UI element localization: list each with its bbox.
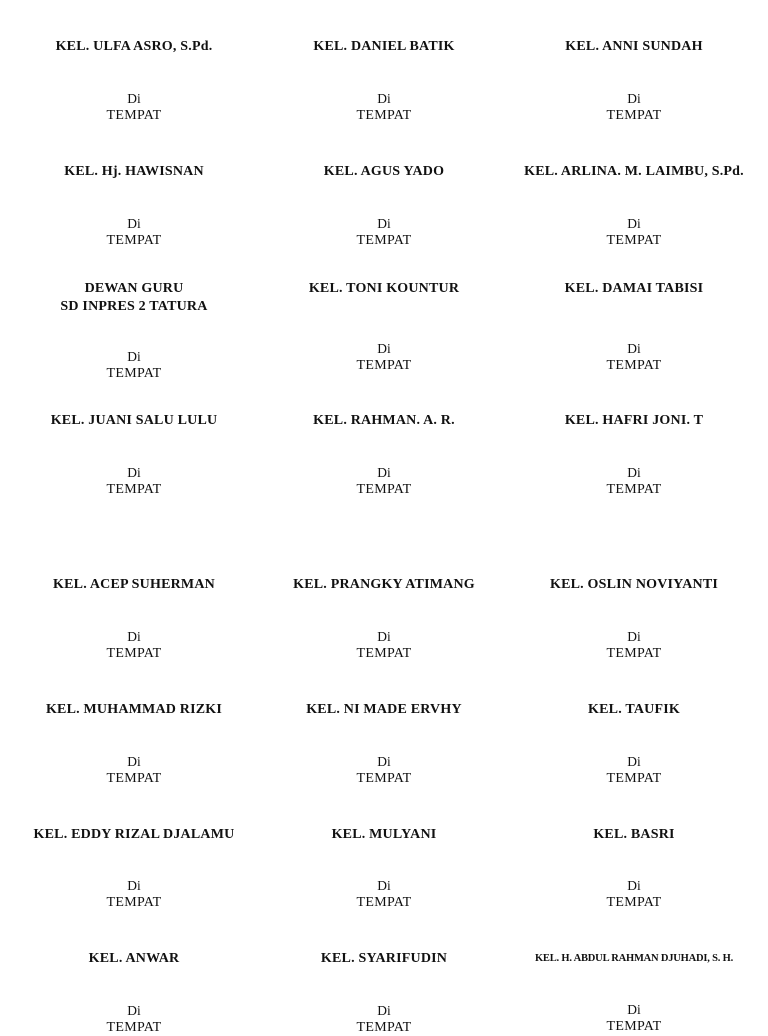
recipient-name-line: KEL. MUHAMMAD RIZKI: [45, 702, 223, 717]
recipient-name-line: KEL. DAMAI TABISI: [564, 281, 704, 296]
label-r7-c3: [509, 826, 759, 844]
address-di: Di: [127, 349, 141, 364]
address-tempat: TEMPAT: [356, 482, 412, 497]
address-block: [259, 464, 509, 498]
address-block: [9, 348, 259, 382]
address-tempat: TEMPAT: [106, 646, 162, 661]
recipient-name: [259, 826, 509, 844]
address-block: [9, 753, 259, 787]
address-di: Di: [627, 878, 641, 893]
recipient-name-line: KEL. JUANI SALU LULU: [50, 413, 218, 428]
address-tempat: TEMPAT: [606, 482, 662, 497]
address-tempat: TEMPAT: [606, 771, 662, 786]
address-tempat: TEMPAT: [106, 771, 162, 786]
recipient-name: [509, 950, 759, 968]
address-block: [509, 340, 759, 374]
address-di: Di: [127, 754, 141, 769]
label-r7-c2: [259, 826, 509, 844]
address-block: [259, 753, 509, 787]
recipient-name: [9, 38, 259, 56]
recipient-name-line: KEL. SYARIFUDIN: [320, 951, 448, 966]
recipient-name-line: KEL. TAUFIK: [588, 702, 680, 717]
address-tempat: TEMPAT: [606, 646, 662, 661]
label-r4-c3: [509, 412, 759, 430]
label-r4-c1: [9, 412, 259, 430]
address-tempat: TEMPAT: [106, 482, 162, 497]
address-di: Di: [627, 341, 641, 356]
recipient-name: [509, 826, 759, 844]
recipient-name: [509, 38, 759, 56]
address-tempat: TEMPAT: [606, 108, 662, 123]
label-r6-c3: [509, 701, 759, 719]
address-block: [509, 90, 759, 124]
address-di: Di: [377, 1003, 391, 1018]
address-block: [259, 215, 509, 249]
address-di: Di: [127, 465, 141, 480]
recipient-name-line: KEL. AGUS YADO: [323, 164, 445, 179]
recipient-name-line: KEL. ULFA ASRO, S.Pd.: [55, 39, 213, 54]
recipient-name-line: KEL. HAFRI JONI. T: [564, 413, 704, 428]
recipient-name-line: KEL. RAHMAN. A. R.: [313, 413, 455, 428]
label-r3-c3: [509, 280, 759, 298]
address-di: Di: [627, 1002, 641, 1017]
address-tempat: TEMPAT: [356, 646, 412, 661]
address-block: [509, 1001, 759, 1035]
address-block: [509, 628, 759, 662]
address-di: Di: [627, 91, 641, 106]
recipient-name-line: KEL. ANWAR: [88, 951, 180, 966]
recipient-name: [9, 701, 259, 719]
address-tempat: TEMPAT: [106, 233, 162, 248]
label-r8-c3: [509, 950, 759, 968]
recipient-name-line: KEL. OSLIN NOVIYANTI: [549, 577, 719, 592]
address-block: [509, 215, 759, 249]
address-di: Di: [377, 465, 391, 480]
address-tempat: TEMPAT: [106, 108, 162, 123]
address-di: Di: [377, 341, 391, 356]
address-tempat: TEMPAT: [606, 1019, 662, 1034]
label-r2-c1: [9, 163, 259, 181]
address-tempat: TEMPAT: [106, 895, 162, 910]
recipient-name-line: KEL. EDDY RIZAL DJALAMU: [33, 827, 235, 842]
address-tempat: TEMPAT: [606, 358, 662, 373]
address-block: [9, 1002, 259, 1036]
address-block: [509, 753, 759, 787]
label-r4-c2: [259, 412, 509, 430]
recipient-name-line: KEL. DANIEL BATIK: [313, 39, 455, 54]
address-block: [9, 215, 259, 249]
address-block: [9, 877, 259, 911]
recipient-name-line: KEL. BASRI: [593, 827, 675, 842]
recipient-name: [9, 576, 259, 594]
address-tempat: TEMPAT: [606, 233, 662, 248]
recipient-name: [509, 412, 759, 430]
label-r6-c2: [259, 701, 509, 719]
recipient-name: [259, 280, 509, 298]
label-r2-c2: [259, 163, 509, 181]
recipient-name: [509, 701, 759, 719]
address-block: [509, 464, 759, 498]
label-r5-c1: [9, 576, 259, 594]
address-tempat: TEMPAT: [356, 1020, 412, 1035]
address-di: Di: [127, 1003, 141, 1018]
address-di: Di: [627, 216, 641, 231]
recipient-name: [9, 826, 259, 844]
recipient-name: [259, 701, 509, 719]
address-di: Di: [377, 878, 391, 893]
recipient-name: [9, 280, 259, 316]
address-di: Di: [127, 91, 141, 106]
address-block: [259, 628, 509, 662]
address-block: [259, 90, 509, 124]
address-di: Di: [127, 629, 141, 644]
address-block: [9, 628, 259, 662]
address-block: [259, 877, 509, 911]
recipient-name-line: KEL. H. ABDUL RAHMAN DJUHADI, S. H.: [534, 953, 734, 964]
address-block: [509, 877, 759, 911]
recipient-name: [9, 950, 259, 968]
address-di: Di: [377, 91, 391, 106]
recipient-name: [509, 576, 759, 594]
label-r5-c2: [259, 576, 509, 594]
address-di: Di: [627, 465, 641, 480]
label-r8-c2: [259, 950, 509, 968]
address-di: Di: [377, 216, 391, 231]
recipient-name-line: KEL. TONI KOUNTUR: [308, 281, 460, 296]
address-di: Di: [377, 754, 391, 769]
label-r2-c3: [509, 163, 759, 181]
address-di: Di: [127, 878, 141, 893]
label-r8-c1: [9, 950, 259, 968]
address-tempat: TEMPAT: [356, 108, 412, 123]
address-block: [259, 1002, 509, 1036]
recipient-name: [259, 576, 509, 594]
recipient-name: [509, 280, 759, 298]
address-tempat: TEMPAT: [356, 233, 412, 248]
label-r7-c1: [9, 826, 259, 844]
label-r1-c2: [259, 38, 509, 56]
address-di: Di: [127, 216, 141, 231]
label-r1-c1: [9, 38, 259, 56]
label-r5-c3: [509, 576, 759, 594]
recipient-name: [259, 38, 509, 56]
recipient-name-line: SD INPRES 2 TATURA: [60, 299, 208, 314]
recipient-name-line: KEL. MULYANI: [331, 827, 437, 842]
recipient-name-line: KEL. ARLINA. M. LAIMBU, S.Pd.: [524, 164, 744, 179]
recipient-name-line: KEL. Hj. HAWISNAN: [64, 164, 204, 179]
address-tempat: TEMPAT: [106, 1020, 162, 1035]
address-tempat: TEMPAT: [356, 358, 412, 373]
address-tempat: TEMPAT: [356, 771, 412, 786]
address-di: Di: [627, 754, 641, 769]
recipient-name: [259, 163, 509, 181]
label-r3-c1: [9, 280, 259, 316]
label-r1-c3: [509, 38, 759, 56]
address-tempat: TEMPAT: [106, 366, 162, 381]
address-block: [9, 90, 259, 124]
address-di: Di: [627, 629, 641, 644]
label-r3-c2: [259, 280, 509, 298]
recipient-name: [259, 950, 509, 968]
recipient-name: [9, 412, 259, 430]
recipient-name-line: KEL. ANNI SUNDAH: [565, 39, 703, 54]
address-block: [259, 340, 509, 374]
recipient-name-line: KEL. PRANGKY ATIMANG: [293, 577, 475, 592]
recipient-name: [259, 412, 509, 430]
address-tempat: TEMPAT: [356, 895, 412, 910]
label-r6-c1: [9, 701, 259, 719]
recipient-name-line: DEWAN GURU: [84, 281, 184, 296]
recipient-name: [9, 163, 259, 181]
recipient-name-line: KEL. ACEP SUHERMAN: [53, 577, 215, 592]
address-block: [9, 464, 259, 498]
address-di: Di: [377, 629, 391, 644]
recipient-name-line: KEL. NI MADE ERVHY: [306, 702, 462, 717]
address-tempat: TEMPAT: [606, 895, 662, 910]
recipient-name: [509, 163, 759, 181]
